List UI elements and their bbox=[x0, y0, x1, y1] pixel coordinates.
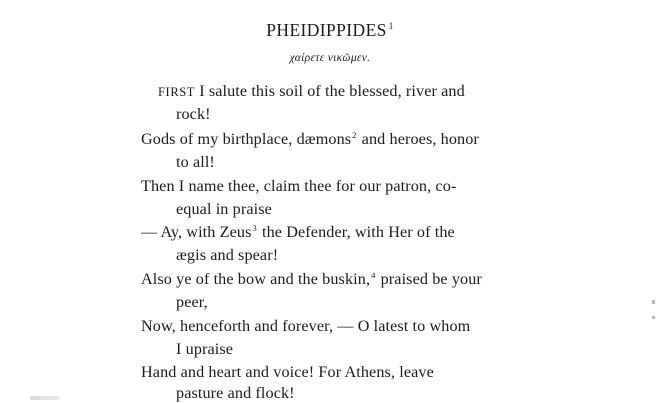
verse-line-2-part-a: Gods of my birthplace, dæmons bbox=[141, 130, 352, 148]
verse-line-3-continuation: equal in praise bbox=[176, 200, 272, 218]
verse-line-7: Hand and heart and voice! For Athens, leave bbox=[141, 363, 434, 381]
scan-edge-mark bbox=[652, 316, 655, 319]
verse-line-2-continuation: to all! bbox=[176, 153, 215, 171]
verse-line-6-continuation: I upraise bbox=[176, 340, 234, 358]
verse-line-4 bbox=[141, 223, 455, 242]
footnote-marker-2: 2 bbox=[352, 130, 357, 140]
poem-title-text: PHEIDIPPIDES bbox=[266, 20, 387, 40]
verse-line-3: Then I name thee, claim thee for our patron, co- bbox=[141, 177, 457, 195]
verse-line-5-part-b: praised be your bbox=[376, 270, 482, 288]
verse-line-2 bbox=[141, 130, 479, 149]
verse-line-4-part-b: the Defender, with Her of the bbox=[257, 223, 455, 241]
verse-line-2-part-b: and heroes, honor bbox=[357, 130, 479, 148]
greek-epigraph: χαίρετε νικῶμεν. bbox=[289, 52, 371, 64]
verse-line-6: Now, henceforth and forever, — O latest to whom bbox=[141, 317, 471, 335]
verse-line-4-part-a: — Ay, with Zeus bbox=[141, 223, 252, 241]
verse-line-4-continuation: ægis and spear! bbox=[176, 246, 279, 264]
first-word-small-caps: FIRST bbox=[158, 85, 196, 99]
footnote-marker-4: 4 bbox=[371, 270, 376, 280]
verse-line-5-continuation: peer, bbox=[176, 293, 208, 311]
title-footnote-marker: 1 bbox=[388, 21, 394, 31]
verse-line-1-text: I salute this soil of the blessed, river and bbox=[195, 82, 465, 100]
verse-line-1 bbox=[158, 82, 465, 101]
verse-line-5 bbox=[141, 270, 482, 289]
verse-line-7-continuation: pasture and flock! bbox=[176, 384, 295, 402]
scan-smudge bbox=[30, 396, 60, 400]
footnote-marker-3: 3 bbox=[252, 223, 257, 233]
scan-edge-mark bbox=[652, 300, 655, 304]
verse-line-5-part-a: Also ye of the bow and the buskin, bbox=[141, 270, 371, 288]
verse-line-1-continuation: rock! bbox=[176, 105, 211, 123]
poem-title bbox=[0, 20, 660, 41]
